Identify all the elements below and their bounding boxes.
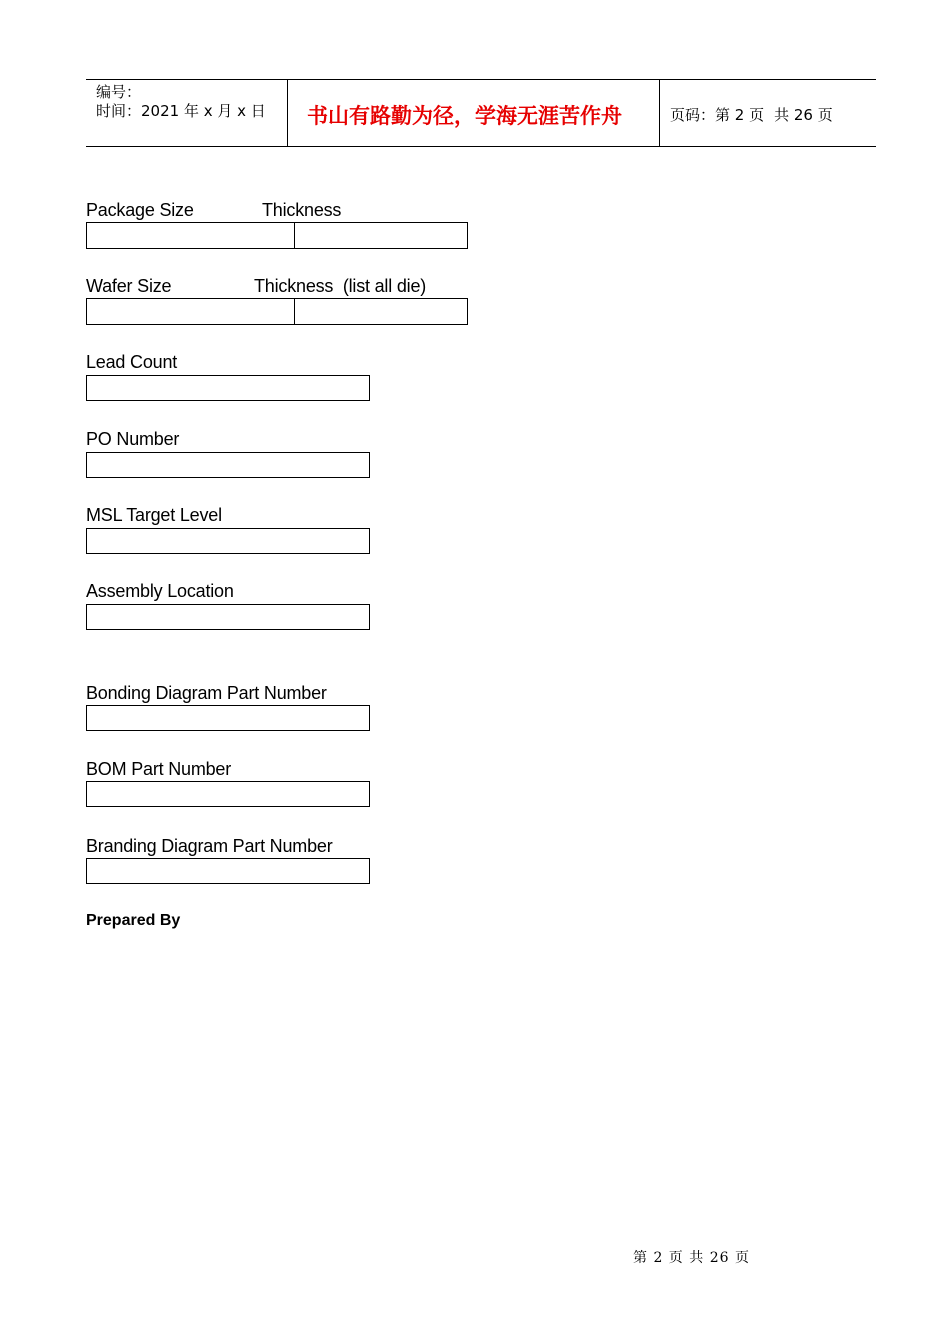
msl-target-level-label: MSL Target Level xyxy=(86,505,222,525)
assembly-location-input[interactable] xyxy=(86,604,370,630)
header-page-label: 页码：第 2 页 xyxy=(670,106,765,124)
package-size-field-group xyxy=(86,222,468,249)
package-size-label: Package Size xyxy=(86,200,194,220)
bonding-diagram-input[interactable] xyxy=(86,705,370,731)
lead-count-label: Lead Count xyxy=(86,352,178,372)
package-size-label-row xyxy=(86,200,342,220)
doc-number-label: 编号： xyxy=(96,83,142,101)
doc-time-label: 时间：2021 年 x 月 x 日 xyxy=(96,102,266,120)
bom-part-number-input[interactable] xyxy=(86,781,370,807)
branding-diagram-input[interactable] xyxy=(86,858,370,884)
header-total-label: 共 26 页 xyxy=(774,106,833,124)
header-motto: 书山有路勤为径，学海无涯苦作舟 xyxy=(287,80,660,146)
lead-count-input[interactable] xyxy=(86,375,370,401)
wafer-size-input[interactable] xyxy=(87,299,294,324)
wafer-thickness-label: Thickness (list all die) xyxy=(254,276,427,296)
header-meta-cell xyxy=(86,80,287,146)
wafer-size-field-group xyxy=(86,298,468,325)
branding-diagram-label: Branding Diagram Part Number xyxy=(86,836,333,856)
package-size-input[interactable] xyxy=(87,223,294,248)
document-header xyxy=(86,79,876,147)
assembly-location-label: Assembly Location xyxy=(86,581,234,601)
po-number-label: PO Number xyxy=(86,429,180,449)
bom-part-number-label: BOM Part Number xyxy=(86,759,232,779)
msl-target-level-input[interactable] xyxy=(86,528,370,554)
po-number-input[interactable] xyxy=(86,452,370,478)
wafer-thickness-input[interactable] xyxy=(294,299,502,324)
header-page-info xyxy=(660,80,876,146)
page-footer: 第 2 页 共 26 页 xyxy=(633,1250,750,1266)
bonding-diagram-label: Bonding Diagram Part Number xyxy=(86,683,327,703)
package-thickness-input[interactable] xyxy=(294,223,502,248)
wafer-size-label: Wafer Size xyxy=(86,276,172,296)
package-thickness-label: Thickness xyxy=(262,200,342,220)
wafer-size-label-row xyxy=(86,276,427,296)
prepared-by-label: Prepared By xyxy=(86,912,181,929)
